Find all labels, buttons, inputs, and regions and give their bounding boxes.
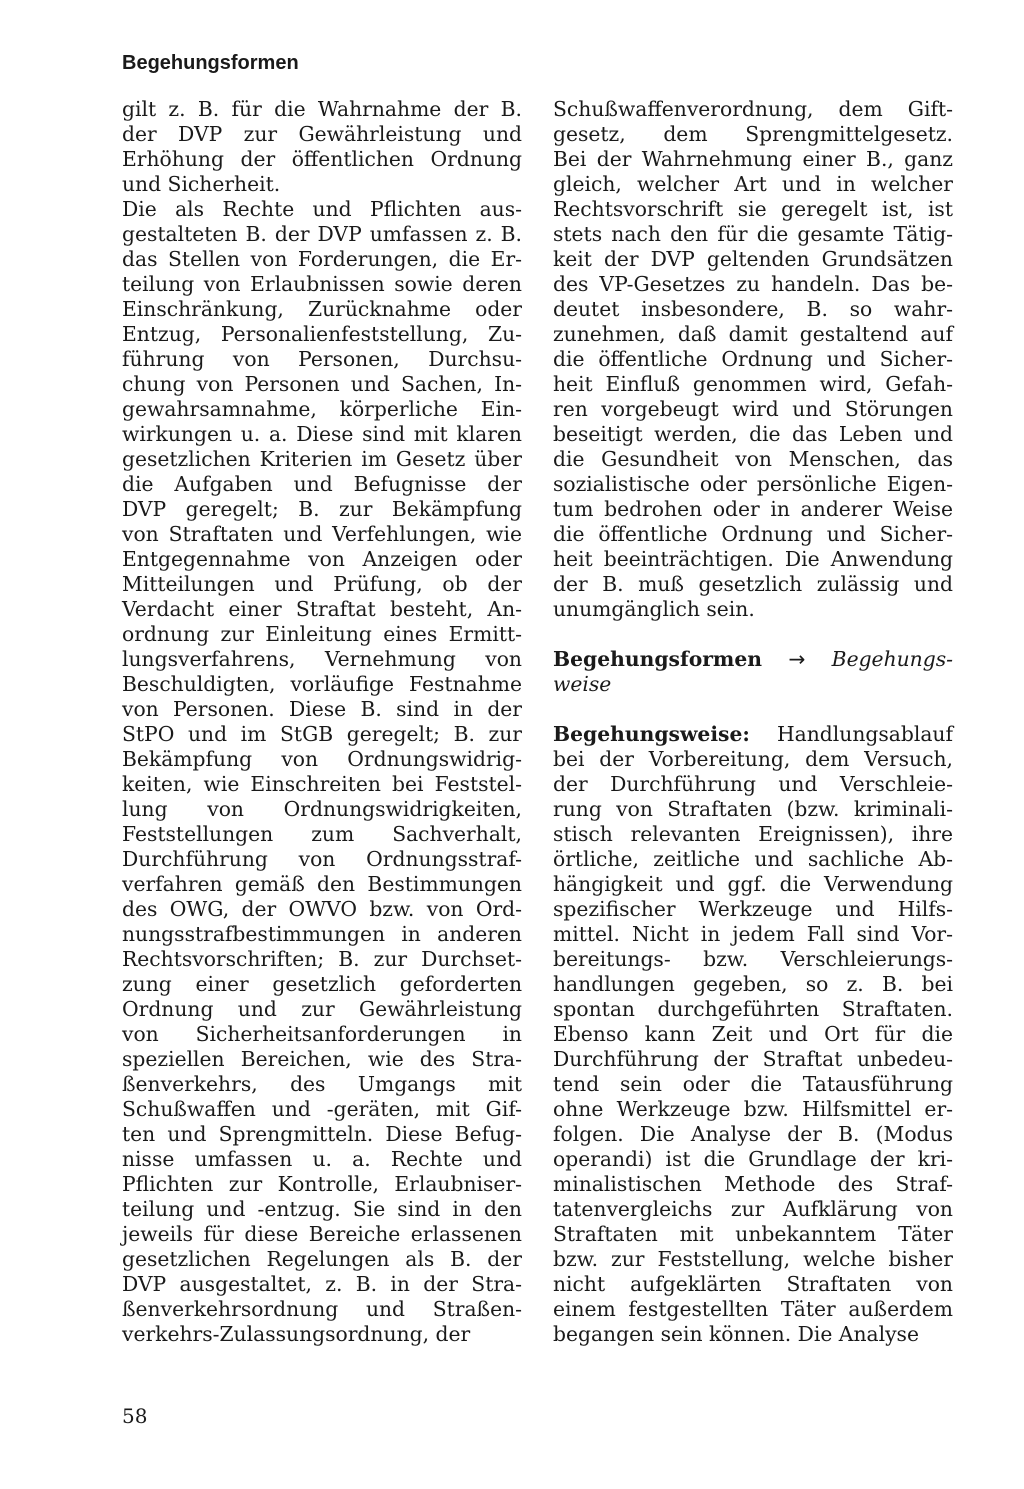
text-line: chung von Personen und Sachen, In-	[122, 372, 522, 396]
text-line: ohne Werkzeuge bzw. Hilfsmittel er-	[553, 1097, 953, 1121]
text-line: handlungen gegeben, so z. B. bei	[553, 972, 953, 996]
text-line: Rechtsvorschriften; B. zur Durchset-	[122, 947, 522, 971]
text-line: gesetzlichen Kriterien im Gesetz über	[122, 447, 522, 471]
text-line: mittel. Nicht in jedem Fall sind Vor-	[553, 922, 953, 946]
text-line: Rechtsvorschrift sie geregelt ist, ist	[553, 197, 953, 221]
text-line: lung von Ordnungswidrigkeiten,	[122, 797, 522, 821]
text-line: Feststellungen zum Sachverhalt,	[122, 822, 522, 846]
text-line: bzw. zur Feststellung, welche bisher	[553, 1247, 953, 1271]
text-line: heit Einfluß genommen wird, Gefah-	[553, 372, 953, 396]
text-line: Schußwaffenverordnung, dem Gift-	[553, 97, 953, 121]
entry-begehungsweise-first-line	[553, 722, 953, 747]
text-line: operandi) ist die Grundlage der kri-	[553, 1147, 953, 1171]
text-line: ten und Sprengmitteln. Diese Befug-	[122, 1122, 522, 1146]
text-line: Entgegennahme von Anzeigen oder	[122, 547, 522, 571]
entry-definition-start: Handlungsablauf	[776, 722, 953, 746]
entry-begehungsformen-ref-cont	[553, 672, 953, 697]
running-header: Begehungsformen	[122, 52, 299, 74]
text-line: spontan durchgeführten Straftaten.	[553, 997, 953, 1021]
text-line: teilung und -entzug. Sie sind in den	[122, 1197, 522, 1221]
text-line: bereitungs- bzw. Verschleierungs-	[553, 947, 953, 971]
text-line: minalistischen Methode des Straf-	[553, 1172, 953, 1196]
text-line: keit der DVP geltenden Grundsätzen	[553, 247, 953, 271]
text-line: die öffentliche Ordnung und Sicher-	[553, 347, 953, 371]
text-line: von Straftaten und Verfehlungen, wie	[122, 522, 522, 546]
text-line: wirkungen u. a. Diese sind mit klaren	[122, 422, 522, 446]
text-line: nicht aufgeklärten Straftaten von	[553, 1272, 953, 1296]
text-line: stisch relevanten Ereignissen), ihre	[553, 822, 953, 846]
text-line: bei der Vorbereitung, dem Versuch,	[553, 747, 953, 771]
text-line: Schußwaffen und -geräten, mit Gif-	[122, 1097, 522, 1121]
text-line: DVP ausgestaltet, z. B. in der Stra-	[122, 1272, 522, 1296]
text-line: die Gesundheit von Menschen, das	[553, 447, 953, 471]
text-line: der Durchführung und Verschleie-	[553, 772, 953, 796]
text-line: beseitigt werden, die das Leben und	[553, 422, 953, 446]
text-line: Bekämpfung von Ordnungswidrig-	[122, 747, 522, 771]
text-line: ren vorgebeugt wird und Störungen	[553, 397, 953, 421]
text-line: StPO und im StGB geregelt; B. zur	[122, 722, 522, 746]
text-line: zunehmen, daß damit gestaltend auf	[553, 322, 953, 346]
text-line: ordnung zur Einleitung eines Ermitt-	[122, 622, 522, 646]
text-line: begangen sein können. Die Analyse	[553, 1322, 919, 1346]
text-line: tum bedrohen oder in anderer Weise	[553, 497, 953, 521]
spacer	[553, 622, 953, 647]
text-line: Verdacht einer Straftat besteht, An-	[122, 597, 522, 621]
text-line: gewahrsamnahme, körperliche Ein-	[122, 397, 522, 421]
text-line: führung von Personen, Durchsu-	[122, 347, 522, 371]
text-line: Pflichten zur Kontrolle, Erlaubniser-	[122, 1172, 522, 1196]
entry-term: Begehungsformen	[553, 647, 763, 671]
text-line: DVP geregelt; B. zur Bekämpfung	[122, 497, 522, 521]
text-line: verkehrs-Zulassungsordnung, der	[122, 1322, 471, 1346]
text-line: einem festgestellten Täter außerdem	[553, 1297, 953, 1321]
text-line: von Sicherheitsanforderungen in	[122, 1022, 522, 1046]
text-line: Durchführung von Ordnungsstraf-	[122, 847, 522, 871]
text-line: hängigkeit und ggf. die Verwendung	[553, 872, 953, 896]
left-column	[122, 97, 522, 1347]
text-line: Ordnung und zur Gewährleistung	[122, 997, 522, 1021]
text-line: tatenvergleichs zur Aufklärung von	[553, 1197, 953, 1221]
text-line: gestalteten B. der DVP umfassen z. B.	[122, 222, 522, 246]
text-line: tend sein oder die Tatausführung	[553, 1072, 953, 1096]
text-line: Bei der Wahrnehmung einer B., ganz	[553, 147, 953, 171]
right-column	[553, 97, 953, 1347]
text-line: des OWG, der OWVO bzw. von Ord-	[122, 897, 522, 921]
text-line: Beschuldigten, vorläufige Festnahme	[122, 672, 522, 696]
text-line: unumgänglich sein.	[553, 597, 755, 621]
text-line: Ebenso kann Zeit und Ort für die	[553, 1022, 953, 1046]
text-line: die öffentliche Ordnung und Sicher-	[553, 522, 953, 546]
text-line: nungsstrafbestimmungen in anderen	[122, 922, 522, 946]
page-number: 58	[122, 1404, 148, 1428]
text-line: Einschränkung, Zurücknahme oder	[122, 297, 522, 321]
text-line: folgen. Die Analyse der B. (Modus	[553, 1122, 953, 1146]
text-line: Die als Rechte und Pflichten aus-	[122, 197, 522, 221]
text-line: gesetz, dem Sprengmittelgesetz.	[553, 122, 953, 146]
text-line: ßenverkehrsordnung und Straßen-	[122, 1297, 522, 1321]
text-line: Straftaten mit unbekanntem Täter	[553, 1222, 953, 1246]
text-line: rung von Straftaten (bzw. kriminali-	[553, 797, 953, 821]
right-intro-text	[553, 97, 953, 622]
text-line: Mitteilungen und Prüfung, ob der	[122, 572, 522, 596]
text-line: und Sicherheit.	[122, 172, 281, 196]
text-line: örtliche, zeitliche und sachliche Ab-	[553, 847, 953, 871]
text-line: lungsverfahrens, Vernehmung von	[122, 647, 522, 671]
cross-reference-arrow: →	[788, 647, 806, 671]
cross-reference-link[interactable]: Begehungs-	[831, 647, 953, 671]
text-line: keiten, wie Einschreiten bei Feststel-	[122, 772, 522, 796]
text-line: zung einer gesetzlich geforderten	[122, 972, 522, 996]
text-line: Erhöhung der öffentlichen Ordnung	[122, 147, 522, 171]
text-line: jeweils für diese Bereiche erlassenen	[122, 1222, 522, 1246]
text-line: sozialistische oder persönliche Eigen-	[553, 472, 953, 496]
text-line: gilt z. B. für die Wahrnahme der B.	[122, 97, 522, 121]
entry-term: Begehungsweise:	[553, 722, 750, 746]
text-line: das Stellen von Forderungen, die Er-	[122, 247, 522, 271]
text-line: der B. muß gesetzlich zulässig und	[553, 572, 953, 596]
text-line: teilung von Erlaubnissen sowie deren	[122, 272, 522, 296]
text-line: gesetzlichen Regelungen als B. der	[122, 1247, 522, 1271]
spacer	[553, 697, 953, 722]
text-line: speziellen Bereichen, wie des Stra-	[122, 1047, 522, 1071]
text-line: ßenverkehrs, des Umgangs mit	[122, 1072, 522, 1096]
text-line: stets nach den für die gesamte Tätig-	[553, 222, 953, 246]
text-line: spezifischer Werkzeuge und Hilfs-	[553, 897, 953, 921]
entry-definition-body	[553, 747, 953, 1347]
entry-begehungsformen	[553, 647, 953, 672]
text-line: deutet insbesondere, B. so wahr-	[553, 297, 953, 321]
text-line: die Aufgaben und Befugnisse der	[122, 472, 522, 496]
text-line: gleich, welcher Art und in welcher	[553, 172, 953, 196]
text-line: von Personen. Diese B. sind in der	[122, 697, 522, 721]
text-line: des VP-Gesetzes zu handeln. Das be-	[553, 272, 953, 296]
cross-reference-link-cont[interactable]: weise	[553, 672, 612, 696]
text-line: nisse umfassen u. a. Rechte und	[122, 1147, 522, 1171]
text-line: heit beeinträchtigen. Die Anwendung	[553, 547, 953, 571]
text-line: Durchführung der Straftat unbedeu-	[553, 1047, 953, 1071]
text-line: Entzug, Personalienfeststellung, Zu-	[122, 322, 522, 346]
text-line: der DVP zur Gewährleistung und	[122, 122, 522, 146]
text-line: verfahren gemäß den Bestimmungen	[122, 872, 522, 896]
